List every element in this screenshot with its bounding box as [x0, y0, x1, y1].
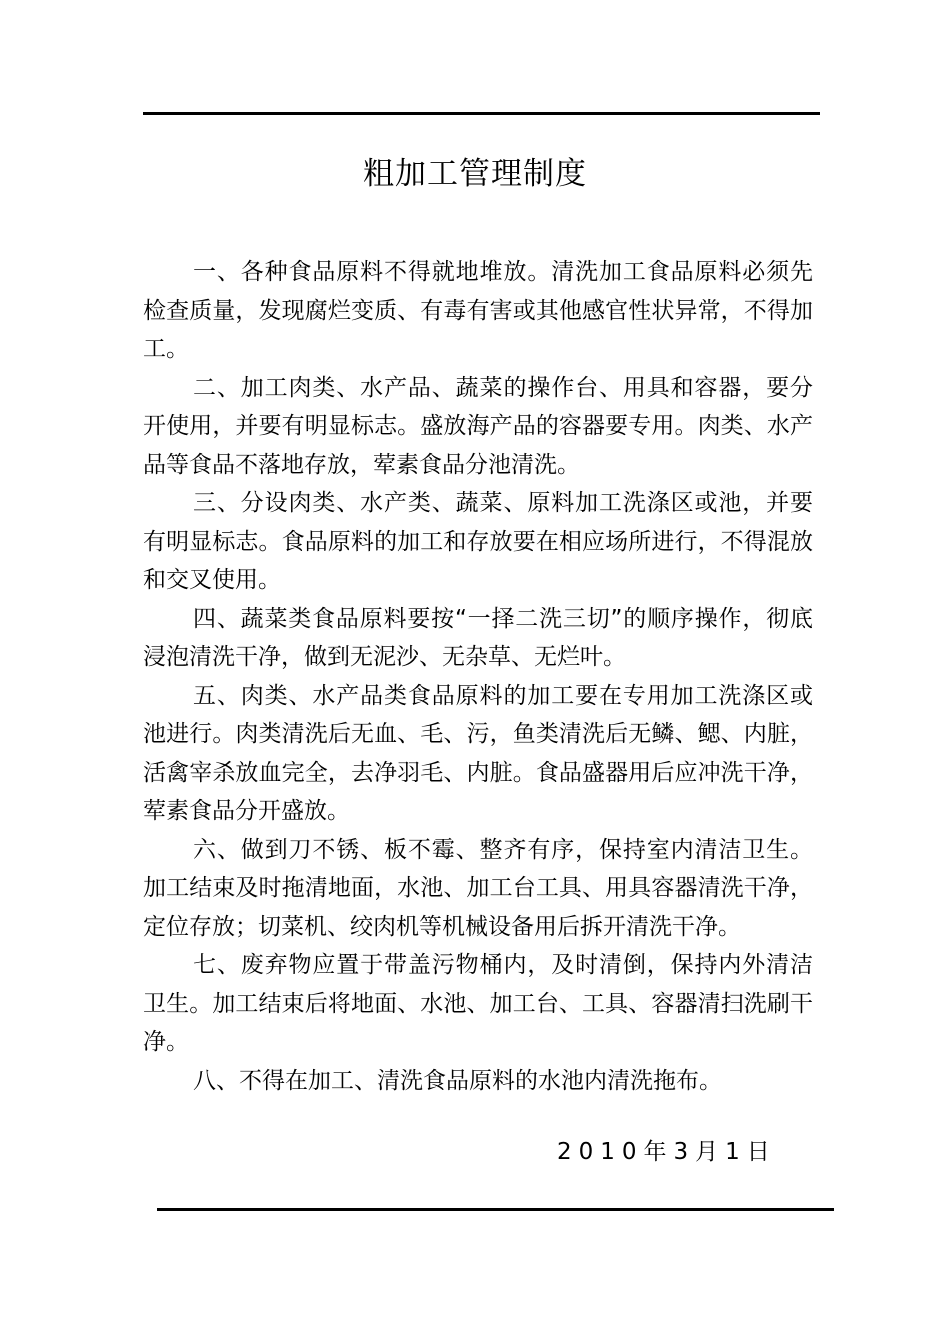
- paragraph-8: 八、不得在加工、清洗食品原料的水池内清洗拖布。: [193, 1067, 722, 1094]
- paragraph-2: 二、加工肉类、水产品、蔬菜的操作台、用具和容器，要分开使用，并要有明显标志。盛放海产品的容器要专用。肉类、水产品等食品不落地存放，荤素食品分池清洗。: [143, 374, 813, 478]
- paragraph-5: 五、肉类、水产品类食品原料的加工要在专用加工洗涤区或池进行。肉类清洗后无血、毛、污，鱼类清洗后无鳞、鳃、内脏，活禽宰杀放血完全，去净羽毛、内脏。食品盛器用后应冲洗干净，荤素食品分开盛放。: [143, 682, 813, 824]
- paragraph-4: 四、蔬菜类食品原料要按“一择二洗三切”的顺序操作，彻底浸泡清洗干净，做到无泥沙、无杂草、无烂叶。: [143, 605, 813, 670]
- document-date: 2010年3月1日: [557, 1139, 777, 1165]
- top-rule: [143, 112, 820, 115]
- document-body: [143, 253, 813, 1100]
- paragraph-6: 六、做到刀不锈、板不霉、整齐有序，保持室内清洁卫生。加工结束及时拖清地面，水池、加工台工具、用具容器清洗干净，定位存放；切菜机、绞肉机等机械设备用后拆开清洗干净。: [143, 836, 813, 940]
- document-title: 粗加工管理制度: [363, 156, 587, 192]
- bottom-rule: [157, 1208, 834, 1211]
- paragraph-3: 三、分设肉类、水产类、蔬菜、原料加工洗涤区或池，并要有明显标志。食品原料的加工和存放要在相应场所进行，不得混放和交叉使用。: [143, 490, 813, 593]
- paragraph-7: 七、废弃物应置于带盖污物桶内，及时清倒，保持内外清洁卫生。加工结束后将地面、水池、加工台、工具、容器清扫洗刷干净。: [143, 952, 813, 1055]
- paragraph-1: 一、各种食品原料不得就地堆放。清洗加工食品原料必须先检查质量，发现腐烂变质、有毒有害或其他感官性状异常，不得加工。: [143, 259, 813, 362]
